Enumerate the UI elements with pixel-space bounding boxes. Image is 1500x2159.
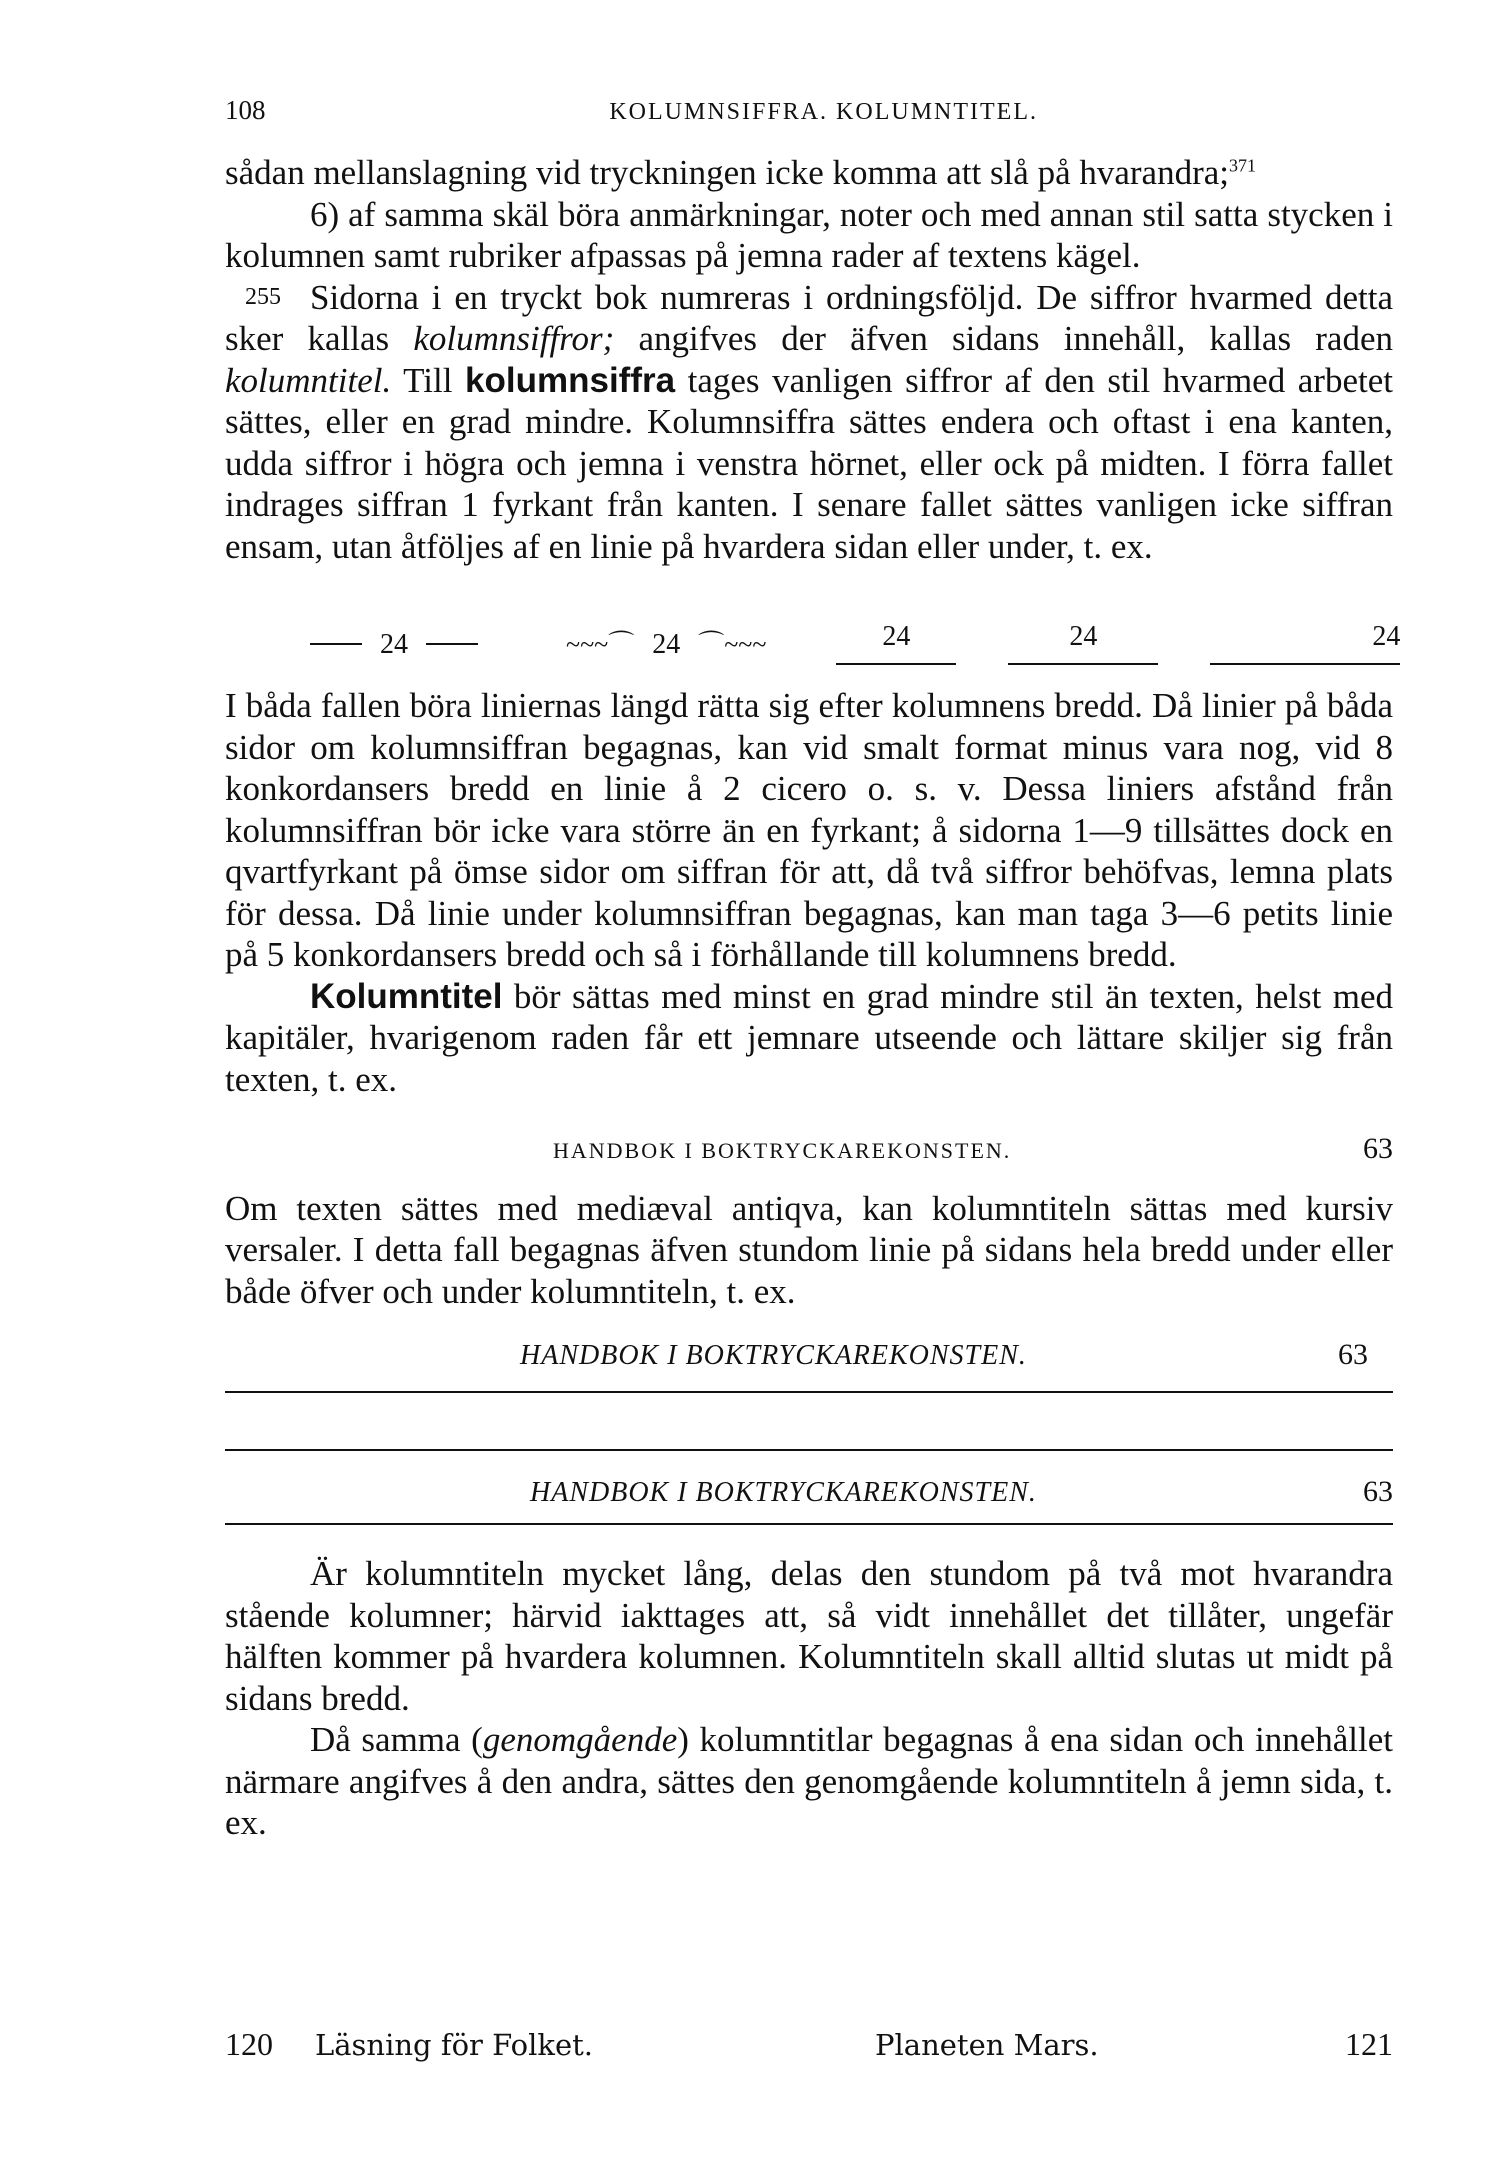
paragraph-kolumntitel: Kolumntitel bör sättas med minst en grad mindre stil än texten, helst med kapitäler, hvarigenom raden får ett jemnare utseende och lättare skiljer sig från texten, t. ex. xyxy=(225,976,1393,1099)
running-title: KOLUMNSIFFRA. KOLUMNTITEL. xyxy=(609,99,1038,125)
paragraph-item-6: 6) af samma skäl böra anmärkningar, noter och med annan stil satta stycken i kolumnen samt rubriker afpassas på jemna rader af textens kägel. xyxy=(225,194,1393,275)
paragraph-line-lengths: I båda fallen böra liniernas längd rätta sig efter kolumnens bredd. Då linier på båda sidor om kolumnsiffran begagnas, kan vid smalt format minus vara nog, vid 8 konkordansers bredd en linie å 2 cicero o. s. v. Dessa liniers afstånd från kolumnsiffran bör icke vara större än en fyrkant; å sidorna 1—9 tillsättes dock en qvartfyrkant på ömse sidor om siffran för att, då två siffror behöfvas, lemna plats för dessa. Då linie under kolumnsiffran begagnas, kan man taga 3—6 petits linie på 5 konkordansers bredd och så i förhållande till kolumnens bredd. xyxy=(225,686,1393,974)
paragraph-mediaeval: Om texten sättes med mediæval antiqva, kan kolumntiteln sättas med kursiv versaler. I detta fall begagnas äfven stundom linie på sidans hela bredd under eller både öfver och under kolumntiteln, t. ex. xyxy=(225,1188,1393,1311)
term-kolumnsiffra-bold: kolumnsiffra xyxy=(465,360,676,400)
sample-running-head-rule-both: HANDBOK I BOKTRYCKAREKONSTEN. 63 xyxy=(225,1449,1393,1526)
paragraph-continuation: sådan mellanslagning vid tryckningen icke komma att slå på hvarandra;$^{371}$ xyxy=(225,153,1256,192)
footnote-ref: 371 xyxy=(1229,155,1256,176)
term-kolumntitel-bold: Kolumntitel xyxy=(310,976,503,1016)
example-underline-short: 24 xyxy=(836,616,956,666)
paragraph-long-title: Är kolumntiteln mycket lång, delas den stundom på två mot hvarandra stående kolumner; härvid iakttages att, så vidt innehållet det tillåter, ungefär hälften kommer på hvardera kolumnen. Kolumntiteln skall alltid slutas ut midt på sidans bredd. xyxy=(225,1554,1393,1718)
margin-section-number: 255 xyxy=(245,283,281,310)
running-head xyxy=(225,90,1393,134)
sample-running-head-caps: HANDBOK I BOKTRYCKAREKONSTEN. 63 xyxy=(553,1132,1393,1165)
example-underline-medium: 24 xyxy=(1008,616,1158,666)
spread-left-number: 120 xyxy=(225,2026,273,2062)
paragraph-section-255: 255 Sidorna i en tryckt bok numreras i ordningsföljd. De siffror hvarmed detta sker kallas kolumnsiffror; angifves der äfven sidans innehåll, kallas raden kolumntitel. Till kolumnsiffra tages vanligen siffror af den stil hvarmed arbetet sättes, eller en grad mindre. Kolumnsiffra sättes endera och oftast i ena kanten, udda siffror i högra och jemna i venstra hörnet, eller ock på midten. I förra fallet indrages siffran 1 fyrkant från kanten. I senare fallet sättes vanligen icke siffran ensam, utan åtföljes af en linie på hvardera sidan eller under, t. ex. xyxy=(225,277,1393,568)
example-ornament: ~~~⌒ 24 ⌒~~~ xyxy=(566,628,767,660)
example-underline-wide: 24 xyxy=(1210,616,1400,666)
spread-right-number: 121 xyxy=(1345,2026,1393,2062)
page-number: 108 xyxy=(225,95,266,125)
term-kolumntitel: kolumntitel. xyxy=(225,360,392,400)
term-kolumnsiffror: kolumnsiffror; xyxy=(413,319,615,358)
sample-spread-running-heads xyxy=(225,2026,1393,2063)
sample-running-head-rule-under: HANDBOK I BOKTRYCKAREKONSTEN. 63 xyxy=(225,1334,1393,1393)
page-number-examples xyxy=(225,575,1401,665)
term-genomgaende: genomgående xyxy=(482,1720,678,1759)
example-dashes: 24 xyxy=(225,624,496,666)
spread-left-title: Läsning för Folket. xyxy=(315,2028,593,2062)
spread-right-title: Planeten Mars. xyxy=(875,2028,1099,2062)
page-content xyxy=(225,90,1401,1844)
paragraph-genomgaende: Då samma (genomgående) kolumntitlar begagnas å ena sidan och innehållet närmare angifves å den andra, sättes den genomgående kolumntiteln å jemn sida, t. ex. xyxy=(225,1720,1393,1842)
